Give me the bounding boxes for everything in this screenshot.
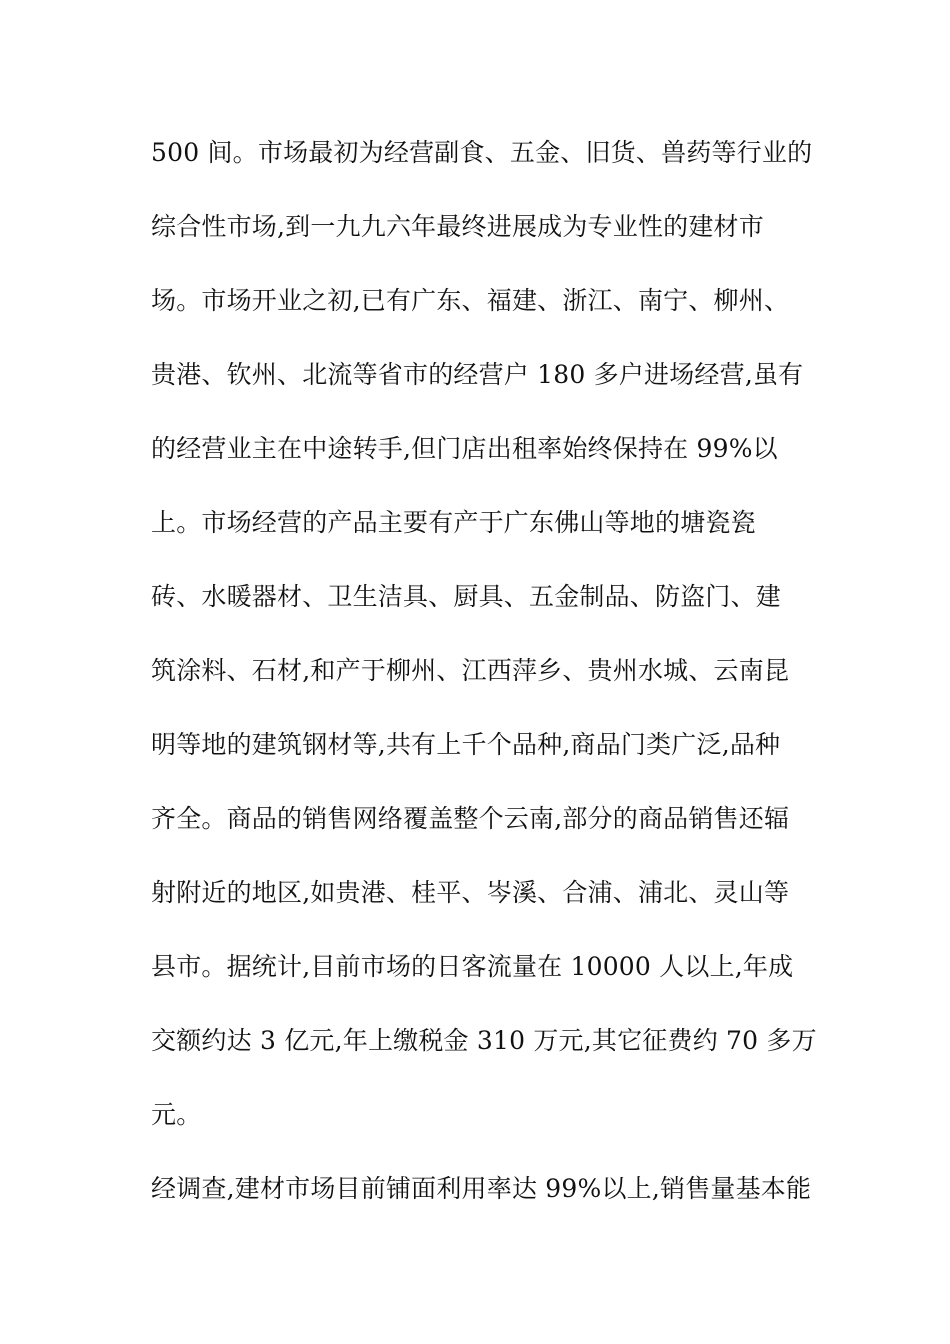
text-line: 县市。据统计,目前市场的日客流量在 10000 人以上,年成 bbox=[151, 952, 794, 981]
text-line: 明等地的建筑钢材等,共有上千个品种,商品门类广泛,品种 bbox=[151, 730, 781, 759]
text-line: 射附近的地区,如贵港、桂平、岑溪、合浦、浦北、灵山等 bbox=[151, 878, 790, 907]
text-line: 500 间。市场最初为经营副食、五金、旧货、兽药等行业的 bbox=[151, 138, 813, 167]
paragraph bbox=[151, 1167, 811, 1241]
text-line: 经调查,建材市场目前铺面利用率达 99%以上,销售量基本能 bbox=[151, 1174, 812, 1203]
text-line: 筑涂料、石材,和产于柳州、江西萍乡、贵州水城、云南昆 bbox=[151, 656, 790, 685]
paragraph bbox=[151, 131, 817, 1167]
text-line: 的经营业主在中途转手,但门店出租率始终保持在 99%以 bbox=[151, 434, 778, 463]
text-line: 上。市场经营的产品主要有产于广东佛山等地的塘瓷瓷 bbox=[151, 508, 756, 537]
text-line: 元。 bbox=[151, 1100, 202, 1129]
text-line: 齐全。商品的销售网络覆盖整个云南,部分的商品销售还辐 bbox=[151, 804, 790, 833]
text-line: 交额约达 3 亿元,年上缴税金 310 万元,其它征费约 70 多万 bbox=[151, 1026, 817, 1055]
text-line: 综合性市场,到一九九六年最终进展成为专业性的建材市 bbox=[151, 212, 764, 241]
body-text bbox=[151, 131, 817, 1241]
text-line: 砖、水暖器材、卫生洁具、厨具、五金制品、防盗门、建 bbox=[151, 582, 782, 611]
text-line: 贵港、钦州、北流等省市的经营户 180 多户进场经营,虽有 bbox=[151, 360, 804, 389]
text-line: 场。市场开业之初,已有广东、福建、浙江、南宁、柳州、 bbox=[151, 286, 790, 315]
